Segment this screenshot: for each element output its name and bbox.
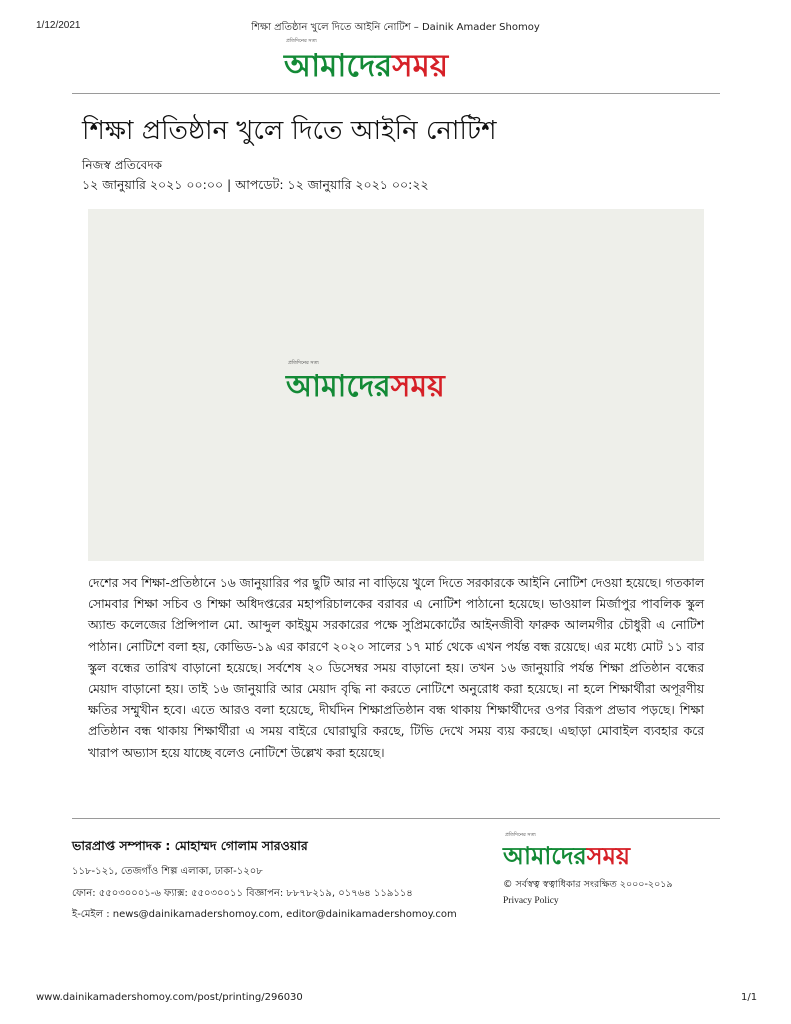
footer-logo-part-green: আমাদের (503, 842, 587, 870)
article-dates: ১২ জানুয়ারি ২০২১ ০০:০০ | আপডেট: ১২ জানুয়ারি ২০২১ ০০:২২ (82, 177, 429, 192)
image-logo-part-red: সময় (390, 369, 445, 404)
footer-editor: ভারপ্রাপ্ত সম্পাদক : মোহাম্মদ গোলাম সারওয়ার (72, 838, 308, 853)
article-reporter: নিজস্ব প্রতিবেদক (82, 158, 163, 172)
article-headline: শিক্ষা প্রতিষ্ঠান খুলে দিতে আইনি নোটিশ (82, 116, 497, 146)
print-page-number: 1/1 (741, 992, 758, 1003)
image-logo-tagline: প্রতিদিনের সত্য (288, 360, 319, 366)
article-image (88, 209, 704, 561)
logo-tagline: প্রতিদিনের সত্য (286, 38, 317, 44)
image-logo-part-green: আমাদের (286, 369, 391, 404)
footer-logo-tagline: প্রতিদিনের সত্য (505, 832, 536, 838)
footer-address: ১১৮-১২১, তেজগাঁও শিল্প এলাকা, ঢাকা-১২০৮ (72, 866, 263, 877)
footer-divider (72, 818, 720, 819)
privacy-policy-link[interactable]: Privacy Policy (503, 896, 559, 906)
print-date: 1/12/2021 (36, 20, 81, 31)
image-logo (286, 360, 512, 402)
header-divider (72, 93, 720, 94)
print-url: www.dainikamadershomoy.com/post/printing/296030 (36, 992, 303, 1003)
logo-part-green: আমাদের (284, 48, 393, 84)
footer-email: ই-মেইল : news@dainikamadershomoy.com, editor@dainikamadershomoy.com (72, 909, 457, 920)
footer-phone: ফোন: ৫৫০৩০০০১-৬ ফ্যাক্স: ৫৫০৩০০১১ বিজ্ঞাপন: ৮৮৭৮২১৯, ০১৭৬৪ ১১৯১১৪ (72, 888, 413, 899)
masthead-logo (284, 38, 512, 82)
footer-logo-part-red: সময় (586, 842, 631, 870)
logo-part-red: সময় (392, 48, 449, 84)
print-page-title: শিক্ষা প্রতিষ্ঠান খুলে দিতে আইনি নোটিশ – Dainik Amader Shomoy (251, 22, 540, 33)
article-body: দেশের সব শিক্ষা-প্রতিষ্ঠানে ১৬ জানুয়ারির পর ছুটি আর না বাড়িয়ে খুলে দিতে সরকারকে আইনি নোটিশ দেওয়া হয়েছে। গতকাল সোমবার শিক্ষা সচিব ও শিক্ষা অধিদপ্তরের মহাপরিচালকের বরাবর এ নোটিশ পাঠানো হয়েছে। ভাওয়াল মির্জাপুর পাবলিক স্কুল অ্যান্ড কলেজের প্রিন্সিপাল মো. আব্দুল কাইয়ুম সরকারের পক্ষে সুপ্রিমকোর্টের আইনজীবী ফারুক আলমগীর চৌধুরী এ নোটিশ পাঠান। নোটিশে বলা হয়, কোভিড-১৯ এর কারণে ২০২০ সালের ১৭ মার্চ থেকে এখন পর্যন্ত বন্ধ রয়েছে। এর মধ্যে মোট ১১ বার স্কুল বন্ধের তারিখ বাড়ানো হয়েছে। সর্বশেষ ২০ ডিসেম্বর সময় বাড়ানো হয়। তখন ১৬ জানুয়ারি পর্যন্ত শিক্ষা প্রতিষ্ঠান বন্ধের মেয়াদ বাড়ানো হয়। তাই ১৬ জানুয়ারি আর মেয়াদ বৃদ্ধি না করতে নোটিশে অনুরোধ করা হয়েছে। না হলে শিক্ষার্থীরা অপূরণীয় ক্ষতির সম্মুখীন হবে। এতে আরও বলা হয়েছে, দীর্ঘদিন শিক্ষাপ্রতিষ্ঠান বন্ধ থাকায় শিক্ষার্থীদের ওপর বিরূপ প্রভাব পড়ছে। শিক্ষা প্রতিষ্ঠান বন্ধ থাকায় শিক্ষার্থীরা এ সময় বাইরে ঘোরাঘুরি করছে, টিভি দেখে সময় ব্যয় করছে। এছাড়া মোবাইল ব্যবহার করে খারাপ অভ্যাস হয়ে যাচ্ছে বলেও নোটিশে উল্লেখ করা হয়েছে। (88, 576, 704, 760)
footer-logo (503, 832, 681, 868)
copyright-text: © সর্বস্বত্ব স্বত্বাধিকার সংরক্ষিত ২০০০-২০১৯ (503, 879, 673, 890)
